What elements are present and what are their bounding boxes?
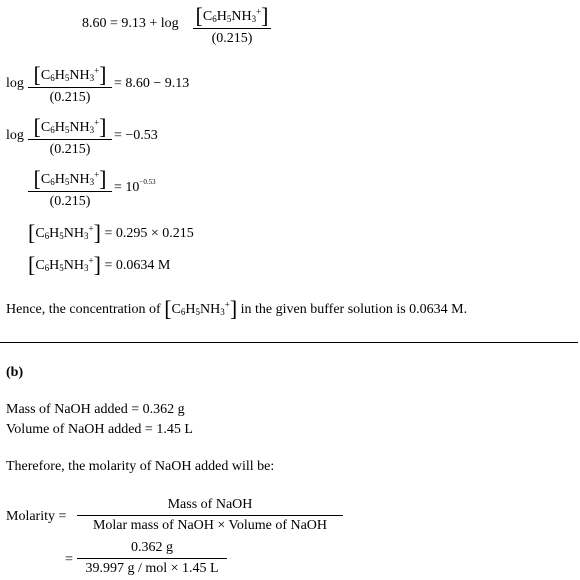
volume-line: Volume of NaOH added = 1.45 L xyxy=(6,422,193,437)
eq2-fraction xyxy=(28,64,112,107)
eq5-line xyxy=(28,222,194,244)
molarity-numerator: Mass of NaOH xyxy=(167,497,253,512)
eq4-rhs xyxy=(114,178,156,195)
values-fraction xyxy=(77,539,227,578)
eq4-denominator: (0.215) xyxy=(49,194,91,209)
molarity-denominator: Molar mass of NaOH × Volume of NaOH xyxy=(92,518,328,533)
conclusion-after: in the given buffer solution is xyxy=(240,302,406,317)
eq1-fraction xyxy=(193,5,271,48)
conclusion-before: Hence, the concentration of xyxy=(6,302,161,317)
eq4-rhs-base: = 10 xyxy=(114,180,140,195)
part-b-heading: (b) xyxy=(6,365,24,380)
eq1-numerator: $[C_6H_5NH_3^+]$ xyxy=(195,3,269,28)
conclusion-line xyxy=(6,298,467,320)
eq5-rhs: = 0.295 × 0.215 xyxy=(104,226,194,241)
eq4-fraction xyxy=(28,168,112,211)
eq6-rhs: = 0.0634 M xyxy=(104,258,171,273)
eq2-rhs: = 8.60 − 9.13 xyxy=(114,76,190,91)
eq1-lhs: 8.60 = 9.13 + log xyxy=(82,16,179,31)
eq3-denominator: (0.215) xyxy=(49,142,91,157)
conclusion-species: $[C_6H_5NH_3^+]$ xyxy=(164,296,238,321)
eq4-rhs-exponent: −0.53 xyxy=(139,178,156,186)
eq2-log: log xyxy=(6,76,24,91)
eq3-log: log xyxy=(6,128,24,143)
equals-sign: = xyxy=(65,552,73,567)
mass-line: Mass of NaOH added = 0.362 g xyxy=(6,402,185,417)
eq1-denominator: (0.215) xyxy=(211,31,253,46)
values-denominator: 39.997 g / mol × 1.45 L xyxy=(85,561,219,576)
eq6-concentration: $[C_6H_5NH_3^+]$ xyxy=(28,252,101,277)
conclusion-value: 0.0634 M xyxy=(409,302,464,317)
eq2-numerator: $[C_6H_5NH_3^+]$ xyxy=(33,62,107,87)
eq4-numerator: $[C_6H_5NH_3^+]$ xyxy=(33,166,107,191)
eq6-line xyxy=(28,254,170,276)
therefore-line: Therefore, the molarity of NaOH added will be: xyxy=(6,459,275,474)
conclusion-period: . xyxy=(463,302,468,317)
eq3-numerator: $[C_6H_5NH_3^+]$ xyxy=(33,114,107,139)
molarity-label: Molarity = xyxy=(6,509,67,524)
molarity-fraction xyxy=(77,496,343,535)
eq3-rhs: = −0.53 xyxy=(114,128,158,143)
eq2-denominator: (0.215) xyxy=(49,90,91,105)
eq5-concentration: $[C_6H_5NH_3^+]$ xyxy=(28,220,101,245)
values-numerator: 0.362 g xyxy=(131,540,173,555)
eq3-fraction xyxy=(28,116,112,159)
section-divider xyxy=(0,342,578,343)
